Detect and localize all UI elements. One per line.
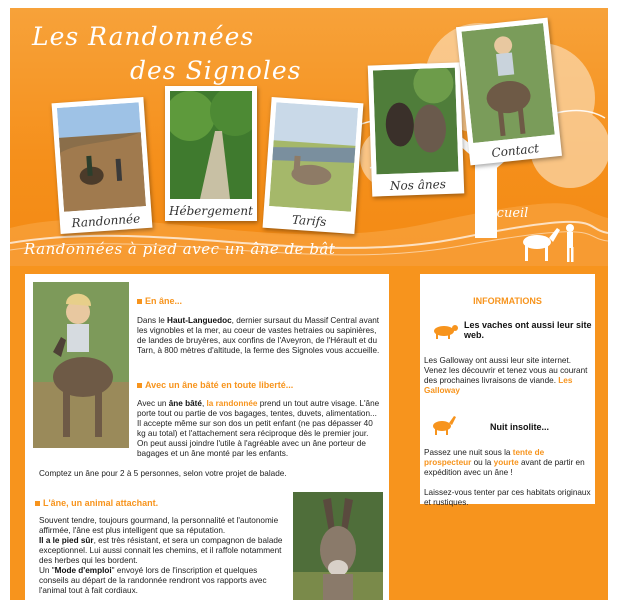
link-les-galloway[interactable]: Les Galloway (424, 376, 573, 395)
nav-accueil[interactable]: Accueil (480, 206, 529, 221)
nav-label-nos-anes: Nos ânes (389, 176, 447, 193)
donkey-icon (430, 414, 458, 436)
bullet-square-icon (137, 299, 142, 304)
hikers-photo (57, 102, 146, 211)
section-text-ane-bate-1: Avec un âne bâté, la randonnée prend un tout autre visage. L'âne porte tout ou partie de vos bagages, tentes, duvets, alimentation... (137, 399, 380, 418)
nav-contact[interactable] (456, 18, 562, 166)
site-title-line2: des Signoles (130, 56, 302, 85)
nav-tarifs[interactable] (263, 97, 364, 234)
section-text-animal-1: Souvent tendre, toujours gourmand, la personnalité et l'autonomie affirmée, l'âne est plus intelligent que sa réputation. (39, 516, 279, 535)
donkey-meadow-photo (269, 102, 358, 211)
info-item1-text: Les Galloway ont aussi leur site internet. Venez les découvrir et tenez vous au courant des prochaines livraisons de viande. Les Galloway (424, 356, 588, 395)
link-la-randonnee[interactable]: la randonnée (206, 399, 258, 408)
info-item1-title: Les vaches ont aussi leur site web. (464, 320, 592, 340)
info-sidebar (420, 274, 595, 507)
main-content (25, 274, 389, 600)
donkeys-photo (373, 68, 459, 175)
bullet-square-icon (137, 383, 142, 388)
info-item2-title: Nuit insolite... (490, 422, 550, 432)
bullet-square-icon (35, 501, 40, 506)
nav-randonnee[interactable] (52, 97, 153, 234)
nav-label-randonnee: Randonnée (71, 211, 141, 231)
section-text-animal-2: Il a le pied sûr, est très résistant, et sera un compagnon de balade exceptionnel. Lui aussi connait les chemins, et il raffole notamment des herbes qui les bordent. (39, 536, 283, 565)
hiker-donkey-silhouette-icon (515, 220, 580, 265)
info-title: INFORMATIONS (473, 296, 542, 306)
site-tagline: Randonnées à pied avec un âne de bât (24, 240, 336, 258)
link-yourte[interactable]: yourte (493, 458, 519, 467)
path-photo (170, 91, 252, 199)
site-title-line1: Les Randonnées (32, 22, 255, 51)
section-text-ane-bate-2: Il accepte même sur son dos un petit enfant (ne pas dépasser 40 kg au total) et l'attachement sera réciproque dès le premier jour. (137, 419, 373, 438)
section-heading-ane-bate: Avec un âne bâté en toute liberté... (137, 380, 382, 390)
child-on-donkey-photo (33, 282, 129, 448)
section-text-animal-3: Un "Mode d'emploi" envoyé lors de l'inscription et quelques conseils au départ de la randonnée rendront vos rapports avec l'animal tout à fait cordiaux. (39, 566, 267, 595)
site-header (10, 8, 608, 266)
child-donkey-photo (461, 23, 554, 143)
section-heading-animal-attachant: L'âne, un animal attachant. (35, 498, 285, 508)
page-frame (10, 8, 608, 600)
nav-label-hebergement: Hébergement (169, 204, 253, 218)
donkey-portrait-photo (293, 492, 383, 600)
nav-label-contact: Contact (490, 141, 540, 161)
nav-hebergement[interactable] (165, 86, 257, 221)
info-item2-text2: Laissez-vous tenter par ces habitats originaux et rustiques. (424, 488, 591, 507)
link-tente-de-prospecteur[interactable]: tente de prospecteur (424, 448, 545, 467)
nav-nos-anes[interactable] (368, 62, 465, 196)
section-text-ane-bate-3: On peut aussi joindre l'utile à l'agréable avec un âne porteur de bagages et un âne monté par les enfants. (137, 439, 366, 458)
section-heading-en-ane: En âne... (137, 296, 382, 306)
section-text-en-ane: Dans le Haut-Languedoc, dernier sursaut du Massif Central avant les vignobles et la mer, au coeur de vastes hetraies ou sapinières, de landes de bruyères, aux confins de l'Aveyron, de l'Hérault et du Tarn, à 800 mètres d'altitude, la ferme des Signoles vous accueille. (137, 316, 380, 355)
cow-icon (430, 322, 458, 340)
section-text-ane-bate-4: Comptez un âne pour 2 à 5 personnes, selon votre projet de balade. (39, 469, 287, 478)
nav-label-tarifs: Tarifs (291, 212, 327, 230)
info-item2-text: Passez une nuit sous la tente de prospecteur ou la yourte avant de partir en expédition avec un âne ! (424, 448, 585, 477)
